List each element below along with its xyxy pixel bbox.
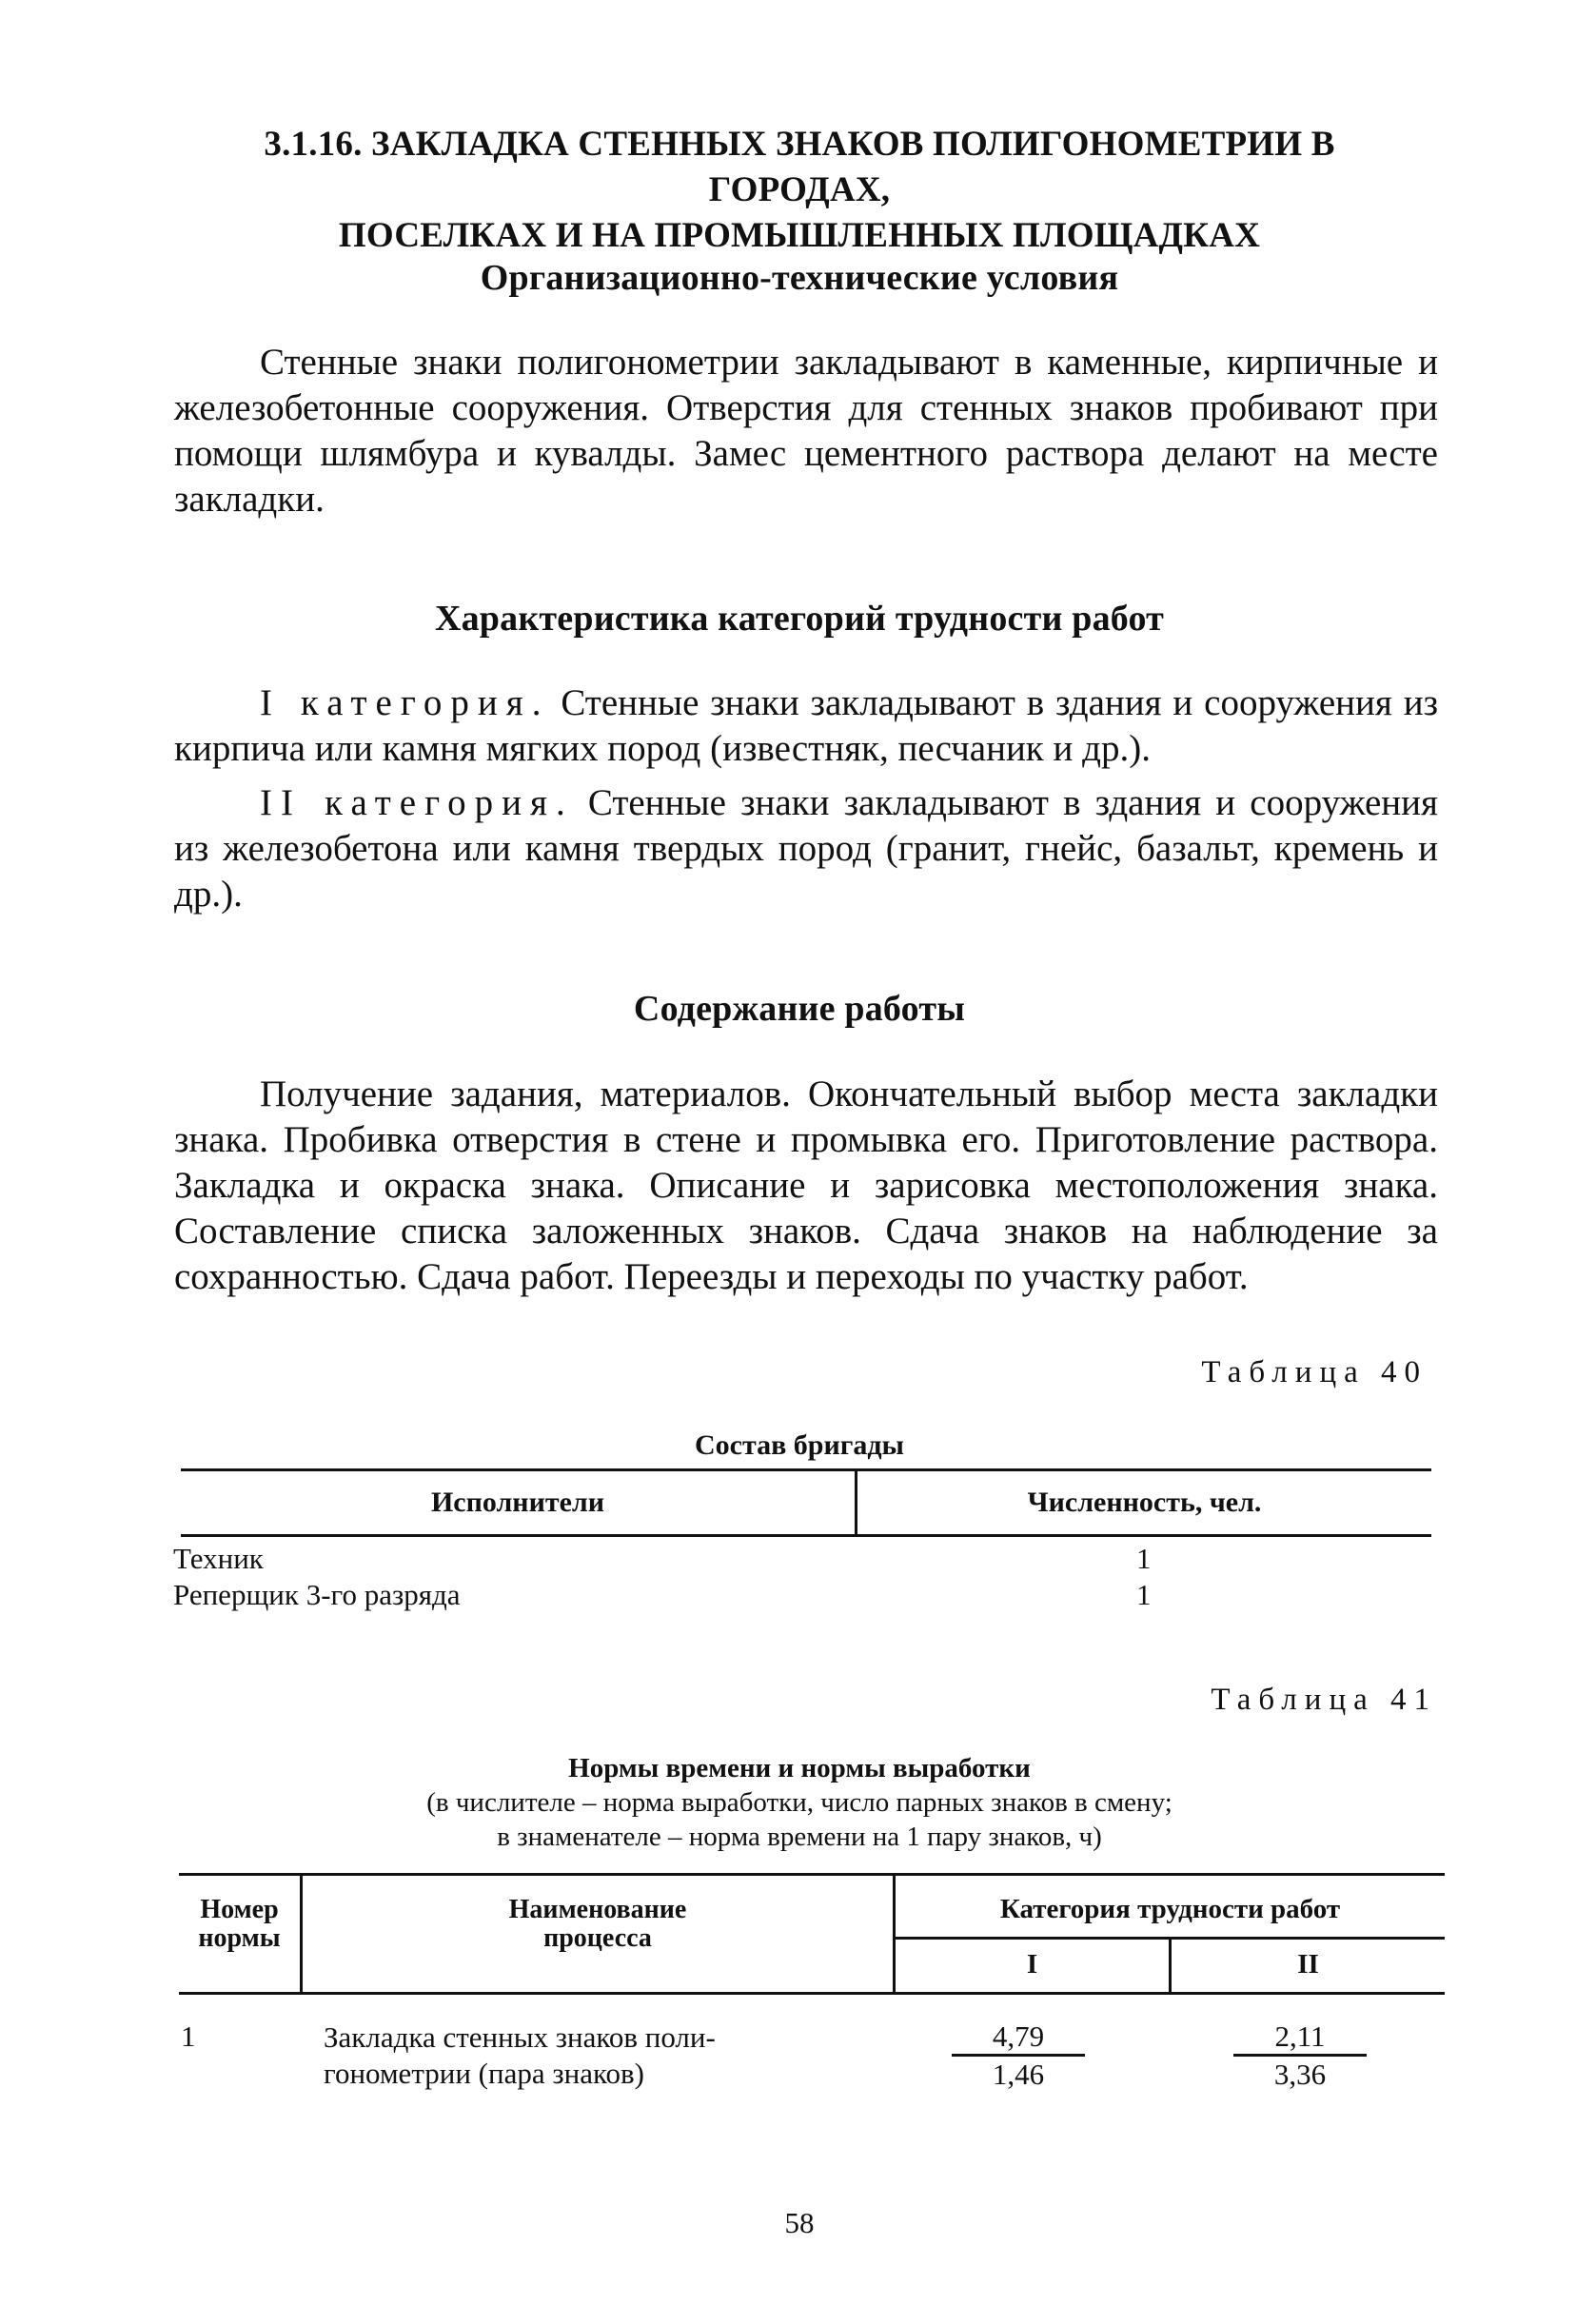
content-paragraph xyxy=(174,1072,1438,1300)
table41-row-cat2-fraction xyxy=(1233,2019,1367,2093)
table41-label: Таблица 41 xyxy=(1211,1683,1437,1717)
table41-row-process xyxy=(324,2019,716,2092)
table41-row-process-line2: гонометрии (пара знаков) xyxy=(324,2057,644,2090)
table-row-name: Реперщик 3-го разряда xyxy=(173,1578,461,1611)
org-paragraph xyxy=(174,340,1438,522)
table41-header-number-line1: Номер xyxy=(200,1895,279,1924)
table41-header-process xyxy=(303,1896,893,1953)
table41-header-cat2: II xyxy=(1297,1949,1319,1980)
table41-header-number xyxy=(179,1896,300,1953)
table40-header-count: Численность, чел. xyxy=(1027,1487,1262,1518)
table41-caption-line3: в знаменателе – норма времени на 1 пару знаков, ч) xyxy=(497,1822,1102,1852)
category-1-paragraph xyxy=(174,680,1438,772)
category-2-label: II категория. xyxy=(260,782,574,823)
table41-header-process-line1: Наименование xyxy=(508,1895,687,1924)
table-row-count: 1 xyxy=(1136,1578,1152,1611)
table41-row-number: 1 xyxy=(181,2019,196,2053)
table41-caption-line2: (в числителе – норма выработки, число парных знаков в смену; xyxy=(426,1787,1172,1818)
table40-label: Таблица 40 xyxy=(1201,1355,1428,1389)
table40-top-rule xyxy=(181,1468,1431,1471)
org-heading: Организационно-технические условия xyxy=(480,258,1119,298)
section-title-line1: 3.1.16. ЗАКЛАДКА СТЕННЫХ ЗНАКОВ ПОЛИГОНОМЕТРИИ В ГОРОДАХ, xyxy=(264,125,1335,209)
page-number: 58 xyxy=(784,2206,815,2239)
category-2-text: Стенные знаки закладывают в здания и сооружения из железобетона или камня твердых пород (гранит, гнейс, базальт, кремень и др.). xyxy=(174,782,1438,915)
table-row-count: 1 xyxy=(1136,1542,1152,1575)
table41-header-number-line2: нормы xyxy=(198,1923,281,1953)
category-1-label: I категория. xyxy=(260,682,550,723)
table41-header-category: Категория трудности работ xyxy=(999,1894,1341,1924)
table41-header-rule xyxy=(179,1992,1445,1995)
content-heading: Содержание работы xyxy=(633,989,966,1029)
table40-header-rule xyxy=(181,1534,1431,1537)
table41-row-cat2-output: 2,11 xyxy=(1233,2019,1367,2057)
category-2-paragraph xyxy=(174,780,1438,917)
table41-header-cat1: I xyxy=(1026,1949,1038,1980)
table41-top-rule xyxy=(179,1873,1445,1876)
category-1-text: Стенные знаки закладывают в здания и сооружения из кирпича или камня мягких пород (известняк, песчаник и др.). xyxy=(174,682,1438,769)
categories-heading: Характеристика категорий трудности работ xyxy=(434,599,1165,639)
table-row-name: Техник xyxy=(173,1542,264,1575)
table40-caption: Состав бригады xyxy=(695,1429,904,1461)
table40-header-performers: Исполнители xyxy=(430,1487,605,1518)
table41-row-cat2-time: 3,36 xyxy=(1273,2058,1327,2091)
table41-caption-title: Нормы времени и нормы выработки xyxy=(568,1753,1031,1783)
table41-caption xyxy=(171,1751,1428,1854)
content-text: Получение задания, материалов. Окончательный выбор места закладки знака. Пробивка отверстия в стене и промывка его. Приготовление раствора. Закладка и окраска знака. Описание и зарисовка местоположения знака. Составление списка заложенных знаков. Сдача знаков на наблюдение за сохранностью. Сдача работ. Переезды и переходы по участку работ. xyxy=(174,1074,1438,1297)
table41-header-process-line2: процесса xyxy=(543,1923,652,1953)
table41-row-cat1-output: 4,79 xyxy=(952,2019,1085,2057)
table41-row-cat1-fraction xyxy=(952,2019,1085,2093)
section-title-line2: ПОСЕЛКАХ И НА ПРОМЫШЛЕННЫХ ПЛОЩАДКАХ xyxy=(338,216,1261,255)
section-title xyxy=(171,122,1428,259)
org-text: Стенные знаки полигонометрии закладывают в каменные, кирпичные и железобетонные сооружения. Отверстия для стенных знаков пробивают при помощи шлямбура и кувалды. Замес цементного раствора делают на месте закладки. xyxy=(174,342,1438,520)
table41-row-cat1-time: 1,46 xyxy=(992,2058,1045,2091)
table41-row-process-line1: Закладка стенных знаков поли- xyxy=(324,2020,716,2054)
